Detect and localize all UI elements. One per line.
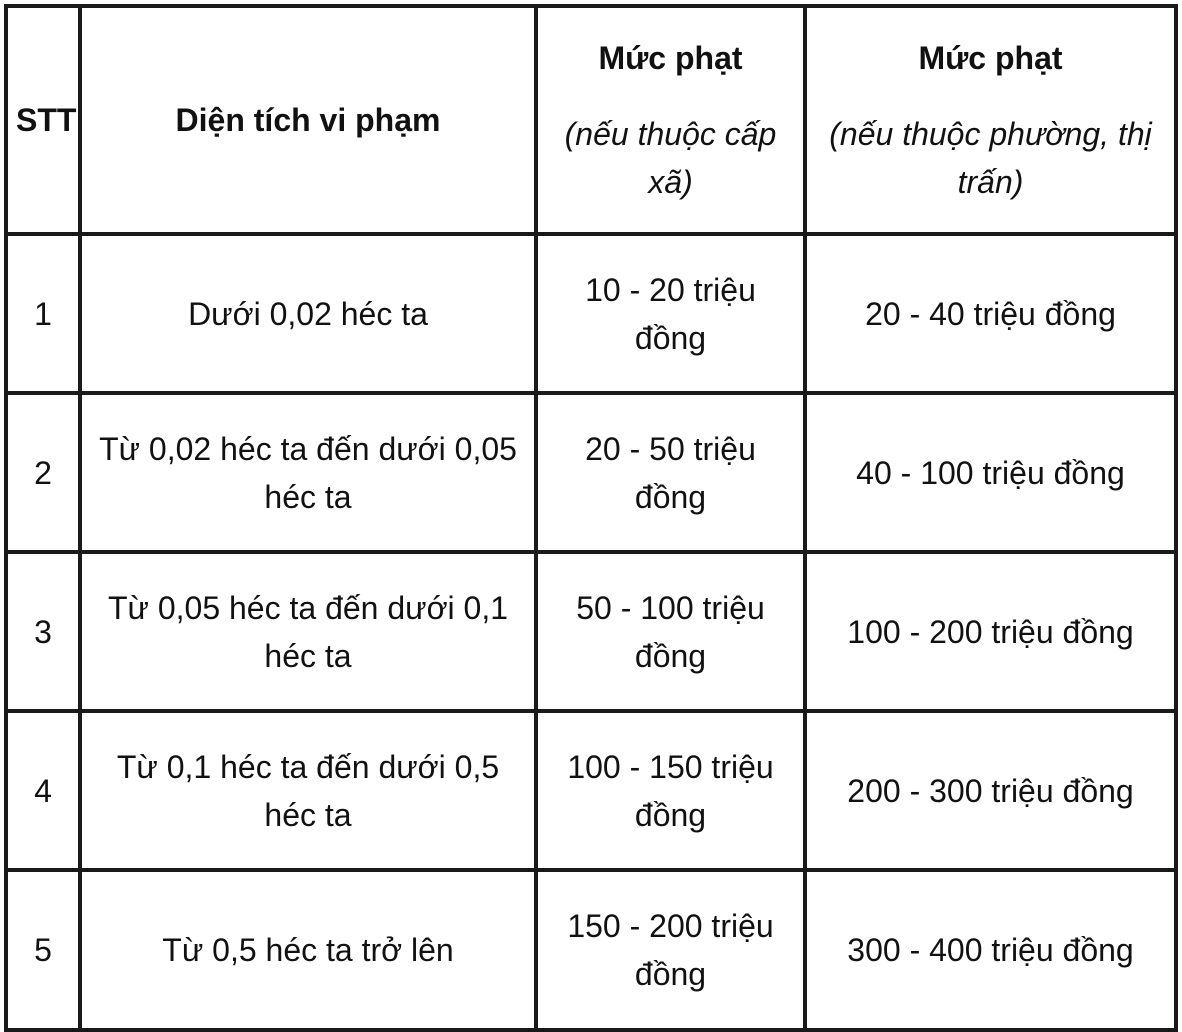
cell-area: Từ 0,02 héc ta đến dưới 0,05 héc ta (82, 395, 534, 550)
cell-area: Từ 0,5 héc ta trở lên (82, 872, 534, 1028)
fines-table-wrapper (4, 4, 1178, 1032)
header-fine-commune-subtitle: (nếu thuộc cấp xã) (564, 116, 777, 200)
cell-fine-commune: 100 - 150 triệu đồng (538, 713, 803, 868)
cell-stt: 1 (8, 236, 78, 391)
cell-fine-commune: 50 - 100 triệu đồng (538, 554, 803, 709)
cell-fine-commune: 20 - 50 triệu đồng (538, 395, 803, 550)
header-fine-ward-subtitle: (nếu thuộc phường, thị trấn) (829, 116, 1152, 200)
cell-fine-ward: 20 - 40 triệu đồng (807, 236, 1174, 391)
cell-fine-commune: 10 - 20 triệu đồng (538, 236, 803, 391)
header-fine-ward-title: Mức phạt (918, 40, 1063, 76)
table-row (8, 554, 1174, 709)
header-fine-ward (807, 8, 1174, 232)
fines-table (4, 4, 1178, 1032)
header-stt: STT (8, 8, 78, 232)
table-row (8, 236, 1174, 391)
header-fine-commune (538, 8, 803, 232)
table-row (8, 395, 1174, 550)
cell-area: Từ 0,05 héc ta đến dưới 0,1 héc ta (82, 554, 534, 709)
table-header-row (8, 8, 1174, 232)
header-fine-commune-title: Mức phạt (598, 40, 743, 76)
cell-stt: 3 (8, 554, 78, 709)
cell-stt: 2 (8, 395, 78, 550)
cell-stt: 5 (8, 872, 78, 1028)
table-row (8, 872, 1174, 1028)
cell-stt: 4 (8, 713, 78, 868)
cell-fine-ward: 40 - 100 triệu đồng (807, 395, 1174, 550)
cell-fine-ward: 300 - 400 triệu đồng (807, 872, 1174, 1028)
cell-area: Từ 0,1 héc ta đến dưới 0,5 héc ta (82, 713, 534, 868)
table-row (8, 713, 1174, 868)
header-area: Diện tích vi phạm (82, 8, 534, 232)
cell-fine-ward: 100 - 200 triệu đồng (807, 554, 1174, 709)
cell-fine-commune: 150 - 200 triệu đồng (538, 872, 803, 1028)
cell-fine-ward: 200 - 300 triệu đồng (807, 713, 1174, 868)
cell-area: Dưới 0,02 héc ta (82, 236, 534, 391)
